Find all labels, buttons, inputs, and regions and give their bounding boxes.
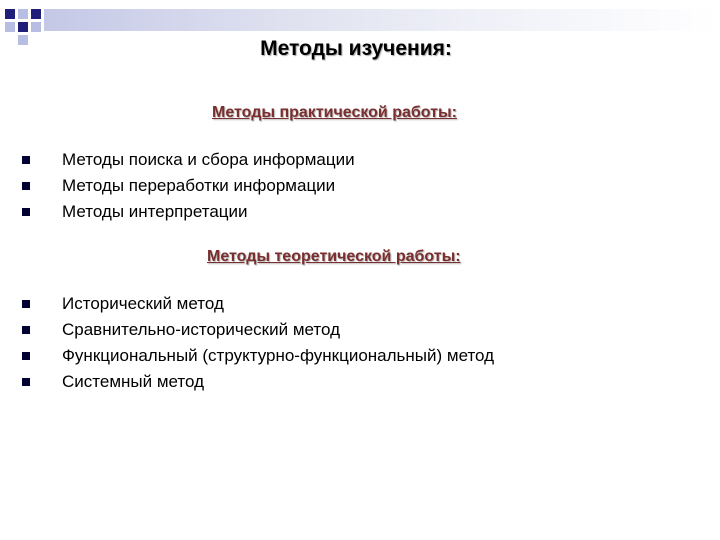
bullet-icon (22, 208, 30, 216)
bullet-icon (22, 182, 30, 190)
list-item (0, 291, 494, 317)
list-item-text: Сравнительно-исторический метод (62, 320, 341, 339)
bullet-icon (22, 326, 30, 334)
bullet-icon (22, 378, 30, 386)
header-gradient-bar (44, 9, 720, 31)
decor-square (31, 22, 41, 32)
list-item (0, 317, 494, 343)
decor-square (18, 9, 28, 19)
list-item-text: Функциональный (структурно-функциональный) метод (62, 346, 495, 365)
decor-square (5, 9, 15, 19)
decor-square (5, 22, 15, 32)
practical-methods-list (0, 147, 355, 225)
decor-square (31, 9, 41, 19)
list-item (0, 199, 355, 225)
list-item-text: Методы переработки информации (62, 176, 336, 195)
section-heading-theoretical: Методы теоретической работы: (207, 248, 461, 265)
page-title (0, 37, 720, 61)
bullet-icon (22, 300, 30, 308)
list-item (0, 173, 355, 199)
theoretical-methods-list (0, 291, 494, 395)
list-item-text: Системный метод (62, 372, 205, 391)
bullet-icon (22, 352, 30, 360)
bullet-icon (22, 156, 30, 164)
list-item (0, 343, 494, 369)
list-item (0, 369, 494, 395)
list-item-text: Методы интерпретации (62, 202, 248, 221)
list-item (0, 147, 355, 173)
list-item-text: Методы поиска и сбора информации (62, 150, 355, 169)
page-title-text: Методы изучения: (260, 37, 452, 60)
list-item-text: Исторический метод (62, 294, 224, 313)
section-heading-practical: Методы практической работы: (212, 104, 457, 121)
decor-square (18, 22, 28, 32)
